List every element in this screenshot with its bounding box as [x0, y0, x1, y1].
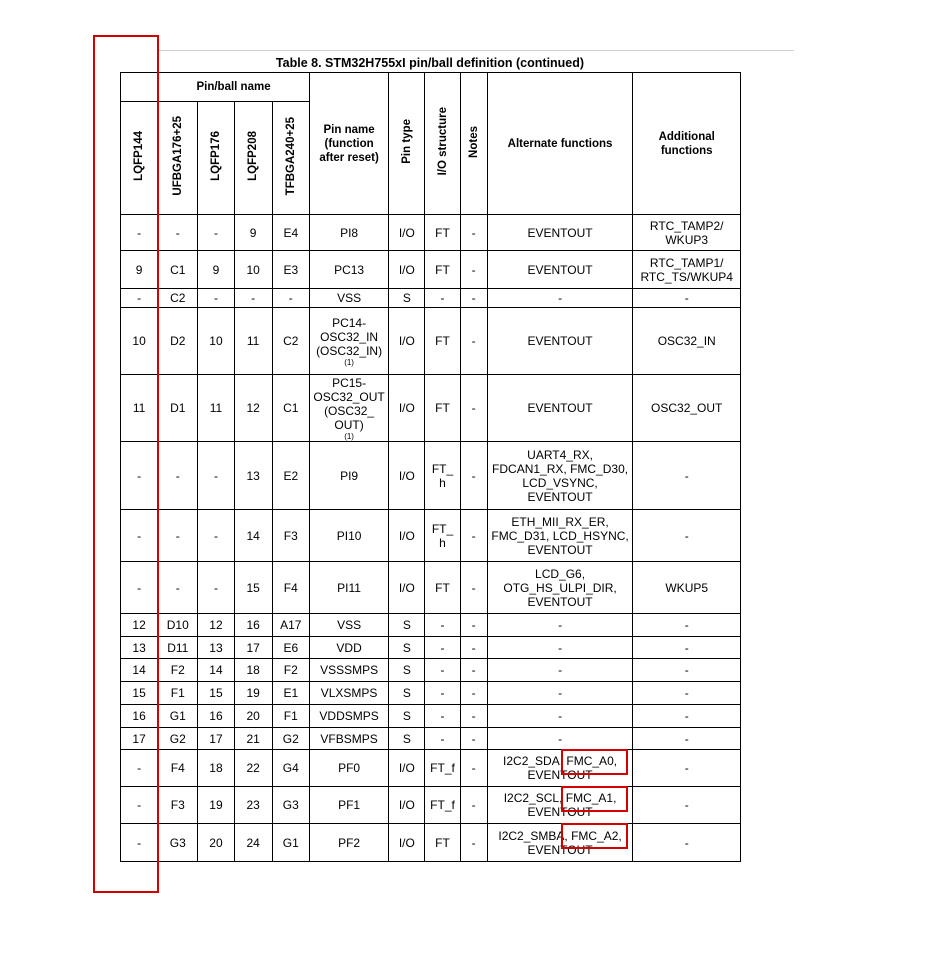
lqfp144-cell: 14	[121, 659, 158, 682]
footnote-ref: (1)	[344, 431, 354, 441]
notes-cell: -	[460, 750, 487, 787]
pin-name-cell: VLXSMPS	[309, 682, 388, 705]
lqfp176-cell: 10	[198, 308, 234, 375]
io-structure-cell: FT_f	[425, 787, 460, 824]
pin-type-cell: S	[389, 659, 425, 682]
ufbga176-cell: C2	[158, 289, 198, 308]
additional-functions-cell: -	[633, 824, 741, 862]
alternate-functions-cell: -	[487, 682, 633, 705]
additional-functions-cell: -	[633, 728, 741, 750]
lqfp176-cell: 9	[198, 251, 234, 289]
tfbga240-cell: C1	[272, 375, 309, 442]
additional-functions-cell: -	[633, 705, 741, 728]
pin-name-cell: VSS	[309, 289, 388, 308]
header-ufbga176: UFBGA176+25	[158, 102, 198, 215]
alternate-functions-cell: LCD_G6, OTG_HS_ULPI_DIR, EVENTOUT	[487, 562, 633, 614]
tfbga240-cell: G1	[272, 824, 309, 862]
ufbga176-cell: G3	[158, 824, 198, 862]
ufbga176-cell: F3	[158, 787, 198, 824]
lqfp176-cell: 12	[198, 614, 234, 637]
additional-functions-cell: -	[633, 442, 741, 510]
pin-name-cell: PC13	[309, 251, 388, 289]
footnote-ref: (1)	[344, 357, 354, 367]
header-additional-functions: Additional functions	[633, 73, 741, 215]
lqfp208-cell: 14	[234, 510, 272, 562]
ufbga176-cell: -	[158, 562, 198, 614]
pin-name-cell: PI8	[309, 215, 388, 251]
lqfp144-cell: -	[121, 750, 158, 787]
lqfp144-cell: -	[121, 215, 158, 251]
pin-type-cell: S	[389, 637, 425, 659]
table-row	[121, 787, 741, 824]
pin-type-cell: I/O	[389, 750, 425, 787]
pin-name-cell: VFBSMPS	[309, 728, 388, 750]
lqfp176-cell: 15	[198, 682, 234, 705]
header-alternate-functions: Alternate functions	[487, 73, 633, 215]
notes-cell: -	[460, 215, 487, 251]
pin-type-cell: S	[389, 682, 425, 705]
tfbga240-cell: F2	[272, 659, 309, 682]
table-row	[121, 659, 741, 682]
alternate-functions-cell: EVENTOUT	[487, 375, 633, 442]
pin-name-cell: PI9	[309, 442, 388, 510]
table-row	[121, 308, 741, 375]
pin-name-cell: PI10	[309, 510, 388, 562]
notes-cell: -	[460, 728, 487, 750]
alternate-functions-cell: -	[487, 659, 633, 682]
pin-type-cell: S	[389, 705, 425, 728]
highlight-box-lqfp144-column	[93, 35, 159, 893]
alternate-functions-cell: -	[487, 289, 633, 308]
lqfp144-cell: -	[121, 510, 158, 562]
io-structure-cell: FT	[425, 308, 460, 375]
lqfp144-cell: 11	[121, 375, 158, 442]
lqfp144-cell: -	[121, 824, 158, 862]
lqfp208-cell: 11	[234, 308, 272, 375]
pin-type-cell: S	[389, 614, 425, 637]
header-tfbga240: TFBGA240+25	[272, 102, 309, 215]
io-structure-cell: FT	[425, 251, 460, 289]
lqfp208-cell: 22	[234, 750, 272, 787]
table-row	[121, 614, 741, 637]
table-row	[121, 375, 741, 442]
additional-functions-cell: OSC32_IN	[633, 308, 741, 375]
header-notes: Notes	[460, 73, 487, 215]
header-lqfp144: LQFP144	[121, 102, 158, 215]
lqfp144-cell: 10	[121, 308, 158, 375]
lqfp208-cell: 10	[234, 251, 272, 289]
tfbga240-cell: E4	[272, 215, 309, 251]
header-lqfp176: LQFP176	[198, 102, 234, 215]
tfbga240-cell: E2	[272, 442, 309, 510]
ufbga176-cell: G1	[158, 705, 198, 728]
table-row	[121, 562, 741, 614]
additional-functions-cell: -	[633, 510, 741, 562]
ufbga176-cell: C1	[158, 251, 198, 289]
lqfp176-cell: 20	[198, 824, 234, 862]
additional-functions-cell: WKUP5	[633, 562, 741, 614]
lqfp144-cell: -	[121, 562, 158, 614]
lqfp208-cell: 18	[234, 659, 272, 682]
notes-cell: -	[460, 787, 487, 824]
ufbga176-cell: F1	[158, 682, 198, 705]
lqfp208-cell: 12	[234, 375, 272, 442]
ufbga176-cell: -	[158, 510, 198, 562]
pin-name-cell: PI11	[309, 562, 388, 614]
lqfp208-cell: 24	[234, 824, 272, 862]
io-structure-cell: FT_ h	[425, 442, 460, 510]
table-row	[121, 824, 741, 862]
notes-cell: -	[460, 289, 487, 308]
ufbga176-cell: D2	[158, 308, 198, 375]
additional-functions-cell: -	[633, 614, 741, 637]
header-pin-name: Pin name (function after reset)	[309, 73, 388, 215]
lqfp144-cell: 17	[121, 728, 158, 750]
additional-functions-cell: RTC_TAMP1/ RTC_TS/WKUP4	[633, 251, 741, 289]
table-row	[121, 215, 741, 251]
lqfp208-cell: 17	[234, 637, 272, 659]
lqfp144-cell: -	[121, 787, 158, 824]
additional-functions-cell: -	[633, 750, 741, 787]
tfbga240-cell: E6	[272, 637, 309, 659]
notes-cell: -	[460, 682, 487, 705]
io-structure-cell: FT	[425, 375, 460, 442]
ufbga176-cell: D11	[158, 637, 198, 659]
additional-functions-cell: -	[633, 289, 741, 308]
table-row	[121, 728, 741, 750]
lqfp208-cell: -	[234, 289, 272, 308]
additional-functions-cell: -	[633, 637, 741, 659]
lqfp144-cell: 13	[121, 637, 158, 659]
additional-functions-cell: -	[633, 659, 741, 682]
lqfp176-cell: -	[198, 215, 234, 251]
table-row	[121, 442, 741, 510]
ufbga176-cell: F4	[158, 750, 198, 787]
lqfp176-cell: -	[198, 562, 234, 614]
notes-cell: -	[460, 375, 487, 442]
ufbga176-cell: -	[158, 215, 198, 251]
table-row	[121, 750, 741, 787]
header-lqfp208: LQFP208	[234, 102, 272, 215]
notes-cell: -	[460, 705, 487, 728]
tfbga240-cell: E1	[272, 682, 309, 705]
alternate-functions-cell: -	[487, 728, 633, 750]
lqfp208-cell: 21	[234, 728, 272, 750]
notes-cell: -	[460, 510, 487, 562]
ufbga176-cell: -	[158, 442, 198, 510]
table-row	[121, 251, 741, 289]
alternate-functions-cell: -	[487, 614, 633, 637]
notes-cell: -	[460, 442, 487, 510]
additional-functions-cell: RTC_TAMP2/ WKUP3	[633, 215, 741, 251]
io-structure-cell: FT_f	[425, 750, 460, 787]
io-structure-cell: -	[425, 705, 460, 728]
tfbga240-cell: G4	[272, 750, 309, 787]
io-structure-cell: FT	[425, 215, 460, 251]
ufbga176-cell: D1	[158, 375, 198, 442]
io-structure-cell: -	[425, 637, 460, 659]
additional-functions-cell: -	[633, 682, 741, 705]
tfbga240-cell: E3	[272, 251, 309, 289]
ufbga176-cell: D10	[158, 614, 198, 637]
notes-cell: -	[460, 308, 487, 375]
alternate-functions-cell: I2C2_SCL, FMC_A1, EVENTOUT	[487, 787, 633, 824]
pin-name-cell: PC15- OSC32_OUT (OSC32_ OUT) (1)	[309, 375, 388, 442]
alternate-functions-cell: -	[487, 705, 633, 728]
top-rule	[158, 50, 794, 51]
lqfp176-cell: 14	[198, 659, 234, 682]
lqfp176-cell: 18	[198, 750, 234, 787]
pin-name-cell: PC14- OSC32_IN (OSC32_IN) (1)	[309, 308, 388, 375]
lqfp144-cell: -	[121, 442, 158, 510]
alternate-functions-cell: EVENTOUT	[487, 215, 633, 251]
lqfp176-cell: 11	[198, 375, 234, 442]
lqfp176-cell: 17	[198, 728, 234, 750]
pin-ball-name-header: Pin/ball name	[158, 73, 310, 102]
lqfp144-cell: 15	[121, 682, 158, 705]
notes-cell: -	[460, 562, 487, 614]
highlight-box-fmc-a1	[561, 786, 628, 812]
lqfp176-cell: 13	[198, 637, 234, 659]
alternate-functions-cell: -	[487, 637, 633, 659]
tfbga240-cell: G3	[272, 787, 309, 824]
tfbga240-cell: -	[272, 289, 309, 308]
table-row	[121, 705, 741, 728]
pin-name-cell: PF0	[309, 750, 388, 787]
notes-cell: -	[460, 824, 487, 862]
pin-name-cell: VSSSMPS	[309, 659, 388, 682]
io-structure-cell: -	[425, 682, 460, 705]
notes-cell: -	[460, 659, 487, 682]
tfbga240-cell: G2	[272, 728, 309, 750]
notes-cell: -	[460, 251, 487, 289]
pin-type-cell: I/O	[389, 824, 425, 862]
lqfp144-cell: -	[121, 289, 158, 308]
io-structure-cell: -	[425, 659, 460, 682]
lqfp176-cell: 16	[198, 705, 234, 728]
tfbga240-cell: C2	[272, 308, 309, 375]
alternate-functions-cell: ETH_MII_RX_ER, FMC_D31, LCD_HSYNC, EVENTOUT	[487, 510, 633, 562]
highlight-box-fmc-a0	[561, 749, 628, 775]
io-structure-cell: FT	[425, 824, 460, 862]
pin-definition-table	[120, 72, 741, 862]
tfbga240-cell: F4	[272, 562, 309, 614]
lqfp208-cell: 9	[234, 215, 272, 251]
additional-functions-cell: -	[633, 787, 741, 824]
alternate-functions-cell: I2C2_SMBA, FMC_A2, EVENTOUT	[487, 824, 633, 862]
alternate-functions-cell: EVENTOUT	[487, 251, 633, 289]
io-structure-cell: -	[425, 289, 460, 308]
pin-name-cell: VDD	[309, 637, 388, 659]
notes-cell: -	[460, 614, 487, 637]
pin-name-cell: PF1	[309, 787, 388, 824]
lqfp144-cell: 9	[121, 251, 158, 289]
alternate-functions-cell: EVENTOUT	[487, 308, 633, 375]
pin-type-cell: I/O	[389, 562, 425, 614]
io-structure-cell: FT	[425, 562, 460, 614]
lqfp144-cell: 12	[121, 614, 158, 637]
lqfp208-cell: 19	[234, 682, 272, 705]
lqfp208-cell: 20	[234, 705, 272, 728]
lqfp176-cell: -	[198, 510, 234, 562]
table-row	[121, 510, 741, 562]
ufbga176-cell: G2	[158, 728, 198, 750]
pin-name-cell: PF2	[309, 824, 388, 862]
table-body	[121, 215, 741, 862]
header-io-structure: I/O structure	[425, 73, 460, 215]
notes-cell: -	[460, 637, 487, 659]
pin-type-cell: I/O	[389, 787, 425, 824]
io-structure-cell: -	[425, 614, 460, 637]
tfbga240-cell: F3	[272, 510, 309, 562]
lqfp144-cell: 16	[121, 705, 158, 728]
lqfp208-cell: 13	[234, 442, 272, 510]
ufbga176-cell: F2	[158, 659, 198, 682]
io-structure-cell: -	[425, 728, 460, 750]
lqfp208-cell: 23	[234, 787, 272, 824]
pin-type-cell: I/O	[389, 308, 425, 375]
table-row	[121, 682, 741, 705]
pin-type-cell: S	[389, 728, 425, 750]
lqfp208-cell: 16	[234, 614, 272, 637]
lqfp176-cell: -	[198, 289, 234, 308]
table-row	[121, 289, 741, 308]
pin-type-cell: S	[389, 289, 425, 308]
pin-type-cell: I/O	[389, 215, 425, 251]
pin-type-cell: I/O	[389, 442, 425, 510]
table-caption: Table 8. STM32H755xI pin/ball definition (continued)	[275, 56, 585, 70]
alternate-functions-cell: UART4_RX, FDCAN1_RX, FMC_D30, LCD_VSYNC, EVENTOUT	[487, 442, 633, 510]
pin-type-cell: I/O	[389, 510, 425, 562]
lqfp176-cell: -	[198, 442, 234, 510]
lqfp208-cell: 15	[234, 562, 272, 614]
lqfp176-cell: 19	[198, 787, 234, 824]
pin-name-cell: VDDSMPS	[309, 705, 388, 728]
pin-name-cell: VSS	[309, 614, 388, 637]
tfbga240-cell: F1	[272, 705, 309, 728]
alternate-functions-cell: I2C2_SDA, FMC_A0, EVENTOUT	[487, 750, 633, 787]
io-structure-cell: FT_ h	[425, 510, 460, 562]
table-row	[121, 637, 741, 659]
tfbga240-cell: A17	[272, 614, 309, 637]
header-pin-type: Pin type	[389, 73, 425, 215]
pin-type-cell: I/O	[389, 251, 425, 289]
additional-functions-cell: OSC32_OUT	[633, 375, 741, 442]
pin-type-cell: I/O	[389, 375, 425, 442]
highlight-box-fmc-a2	[561, 823, 628, 849]
